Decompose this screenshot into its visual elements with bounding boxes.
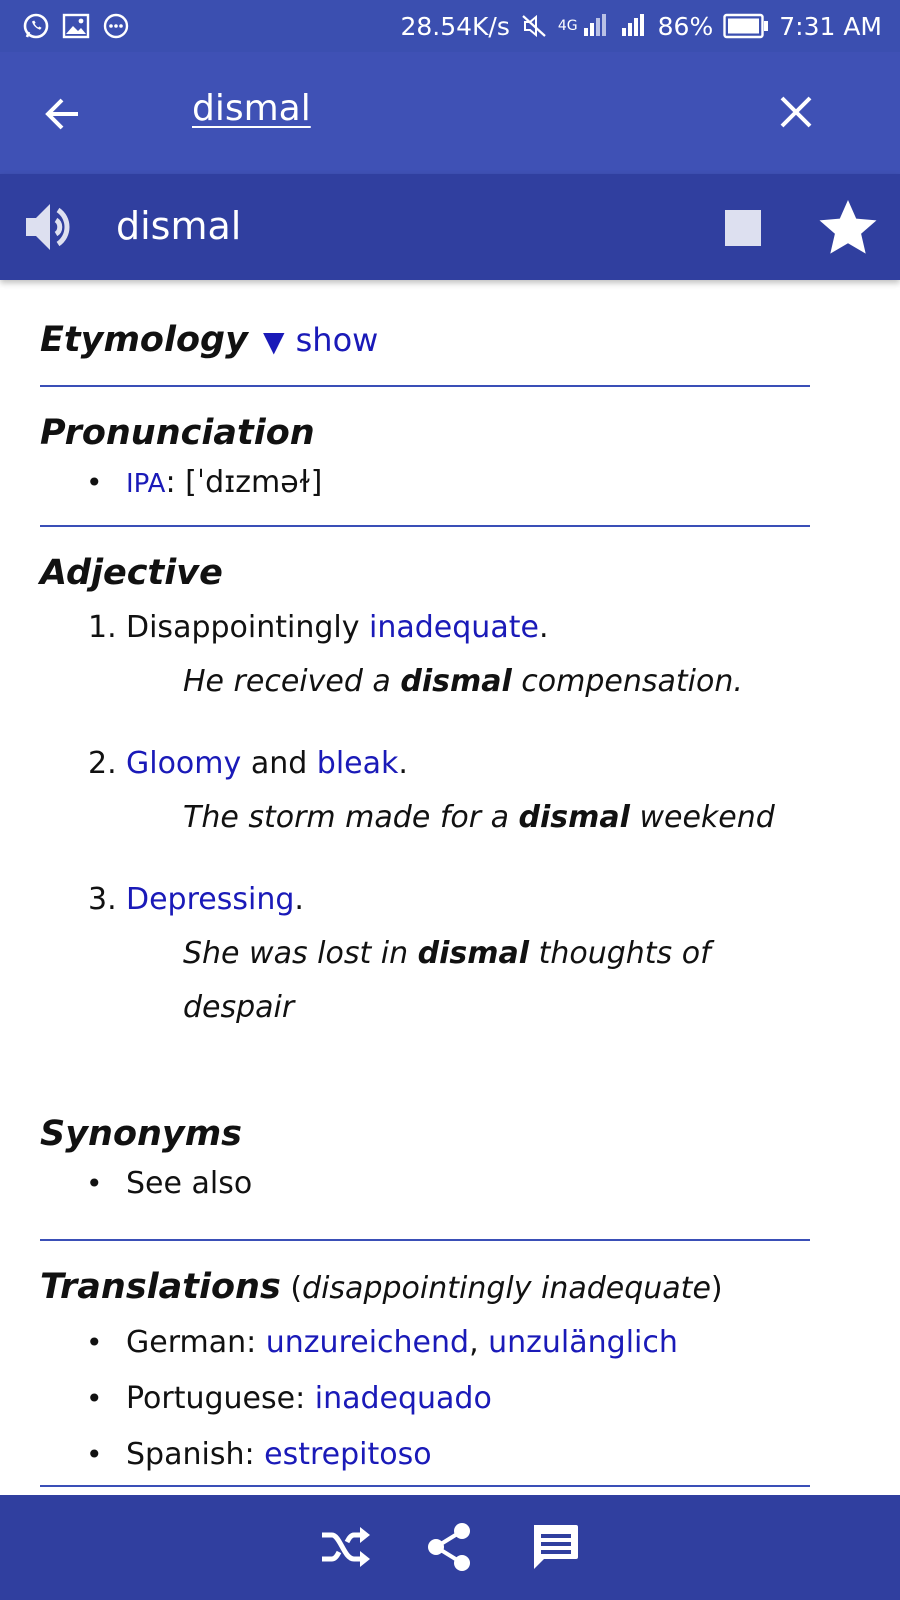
definition-link[interactable]: Depressing: [126, 882, 295, 917]
app-bar: [0, 52, 900, 174]
synonym-text: See also: [126, 1166, 253, 1201]
definition-text: and: [241, 746, 317, 781]
definition-line: [40, 601, 810, 655]
example-text: compensation.: [511, 664, 743, 699]
translations-title: Translations: [40, 1267, 281, 1307]
ipa-value: : [ˈdɪzməɫ]: [165, 465, 323, 500]
whatsapp-icon: [22, 12, 50, 40]
definition-item: [40, 737, 810, 873]
definition-example: [40, 655, 810, 709]
definition-example: [40, 791, 810, 845]
shuffle-icon: [318, 1521, 374, 1573]
example-text: thoughts of: [529, 936, 711, 971]
net-speed: 28.54K/s: [400, 11, 510, 41]
example-text: despair: [183, 990, 295, 1025]
image-icon: [62, 12, 90, 40]
share-button[interactable]: [422, 1521, 478, 1573]
etymology-show-link[interactable]: show: [295, 321, 379, 359]
definition-line: [40, 873, 810, 927]
pronunciation-title: Pronunciation: [40, 413, 315, 453]
definition-number: 3.: [88, 882, 117, 917]
example-headword: dismal: [417, 936, 530, 971]
etymology-section: [40, 280, 810, 385]
translation-language: Portuguese:: [126, 1381, 315, 1416]
list-item: [40, 1156, 810, 1212]
translation-link[interactable]: unzureichend: [265, 1325, 470, 1360]
definition-number: 1.: [88, 610, 117, 645]
comment-icon: [528, 1521, 584, 1573]
translation-language: German:: [126, 1325, 266, 1360]
status-bar: [0, 0, 900, 52]
signal-icon-2: [620, 12, 648, 40]
definition-number: 2.: [88, 746, 117, 781]
example-headword: dismal: [518, 800, 630, 835]
signal-icon: [582, 12, 610, 40]
battery-icon: [723, 13, 769, 39]
etymology-title: Etymology: [40, 320, 248, 360]
speaker-icon: [22, 198, 82, 256]
example-text: She was lost in: [183, 936, 418, 971]
square-button[interactable]: [725, 210, 761, 246]
shuffle-button[interactable]: [318, 1521, 374, 1573]
close-icon: [778, 94, 814, 130]
word-title: dismal: [116, 204, 242, 248]
list-item: [40, 455, 810, 512]
example-headword: dismal: [400, 664, 512, 699]
search-input[interactable]: dismal: [192, 88, 311, 129]
star-icon: [816, 196, 880, 258]
adjective-section: [40, 527, 810, 1112]
translations-section: [40, 1241, 810, 1485]
list-item: [40, 1371, 810, 1427]
definition-line: [40, 737, 810, 791]
word-header-bar: [0, 174, 900, 280]
synonyms-title: Synonyms: [40, 1114, 243, 1154]
translation-link[interactable]: inadequado: [314, 1381, 492, 1416]
speaker-button[interactable]: [22, 198, 82, 256]
paren: (: [280, 1271, 303, 1306]
definition-item: [40, 873, 810, 1035]
list-item: [40, 1315, 810, 1371]
adjective-title: Adjective: [40, 553, 223, 593]
favorite-button[interactable]: [816, 196, 880, 258]
definition-example: [40, 927, 810, 1035]
divider: [40, 1485, 810, 1487]
example-text: The storm made for a: [183, 800, 519, 835]
definition-link[interactable]: bleak: [316, 746, 399, 781]
definition-text: .: [294, 882, 304, 917]
list-item: [40, 1427, 810, 1483]
translation-link[interactable]: unzulänglich: [488, 1325, 678, 1360]
example-text: weekend: [629, 800, 775, 835]
definition-link[interactable]: Gloomy: [126, 746, 242, 781]
definition-item: [40, 601, 810, 737]
ipa-link[interactable]: IPA: [126, 469, 166, 499]
chat-bubble-icon: [102, 12, 130, 40]
definition-link[interactable]: inadequate: [369, 610, 539, 645]
definition-text: .: [538, 610, 549, 645]
bottom-toolbar: [0, 1495, 900, 1600]
back-button[interactable]: [38, 90, 86, 138]
definition-content: [40, 280, 810, 1487]
translations-header: [40, 1265, 810, 1315]
translations-sense: disappointingly inadequate: [302, 1271, 711, 1306]
battery-percent: 86%: [657, 11, 714, 41]
network-type: 4G: [557, 18, 578, 34]
share-icon: [422, 1521, 478, 1573]
translation-language: Spanish:: [126, 1437, 265, 1472]
clock: 7:31 AM: [779, 11, 882, 41]
status-left-icons: [22, 12, 130, 40]
etymology-toggle-arrow[interactable]: ▼: [262, 325, 285, 358]
mute-icon: [520, 12, 548, 40]
back-arrow-icon: [42, 94, 82, 134]
close-button[interactable]: [772, 88, 820, 136]
translation-separator: ,: [469, 1325, 489, 1360]
comment-button[interactable]: [528, 1521, 584, 1573]
paren: ): [710, 1271, 723, 1306]
definition-text: .: [398, 746, 408, 781]
definition-text: Disappointingly: [126, 610, 370, 645]
pronunciation-section: [40, 387, 810, 525]
synonyms-section: [40, 1112, 810, 1239]
example-text: He received a: [183, 664, 401, 699]
translation-link[interactable]: estrepitoso: [264, 1437, 432, 1472]
status-right: [400, 12, 882, 41]
